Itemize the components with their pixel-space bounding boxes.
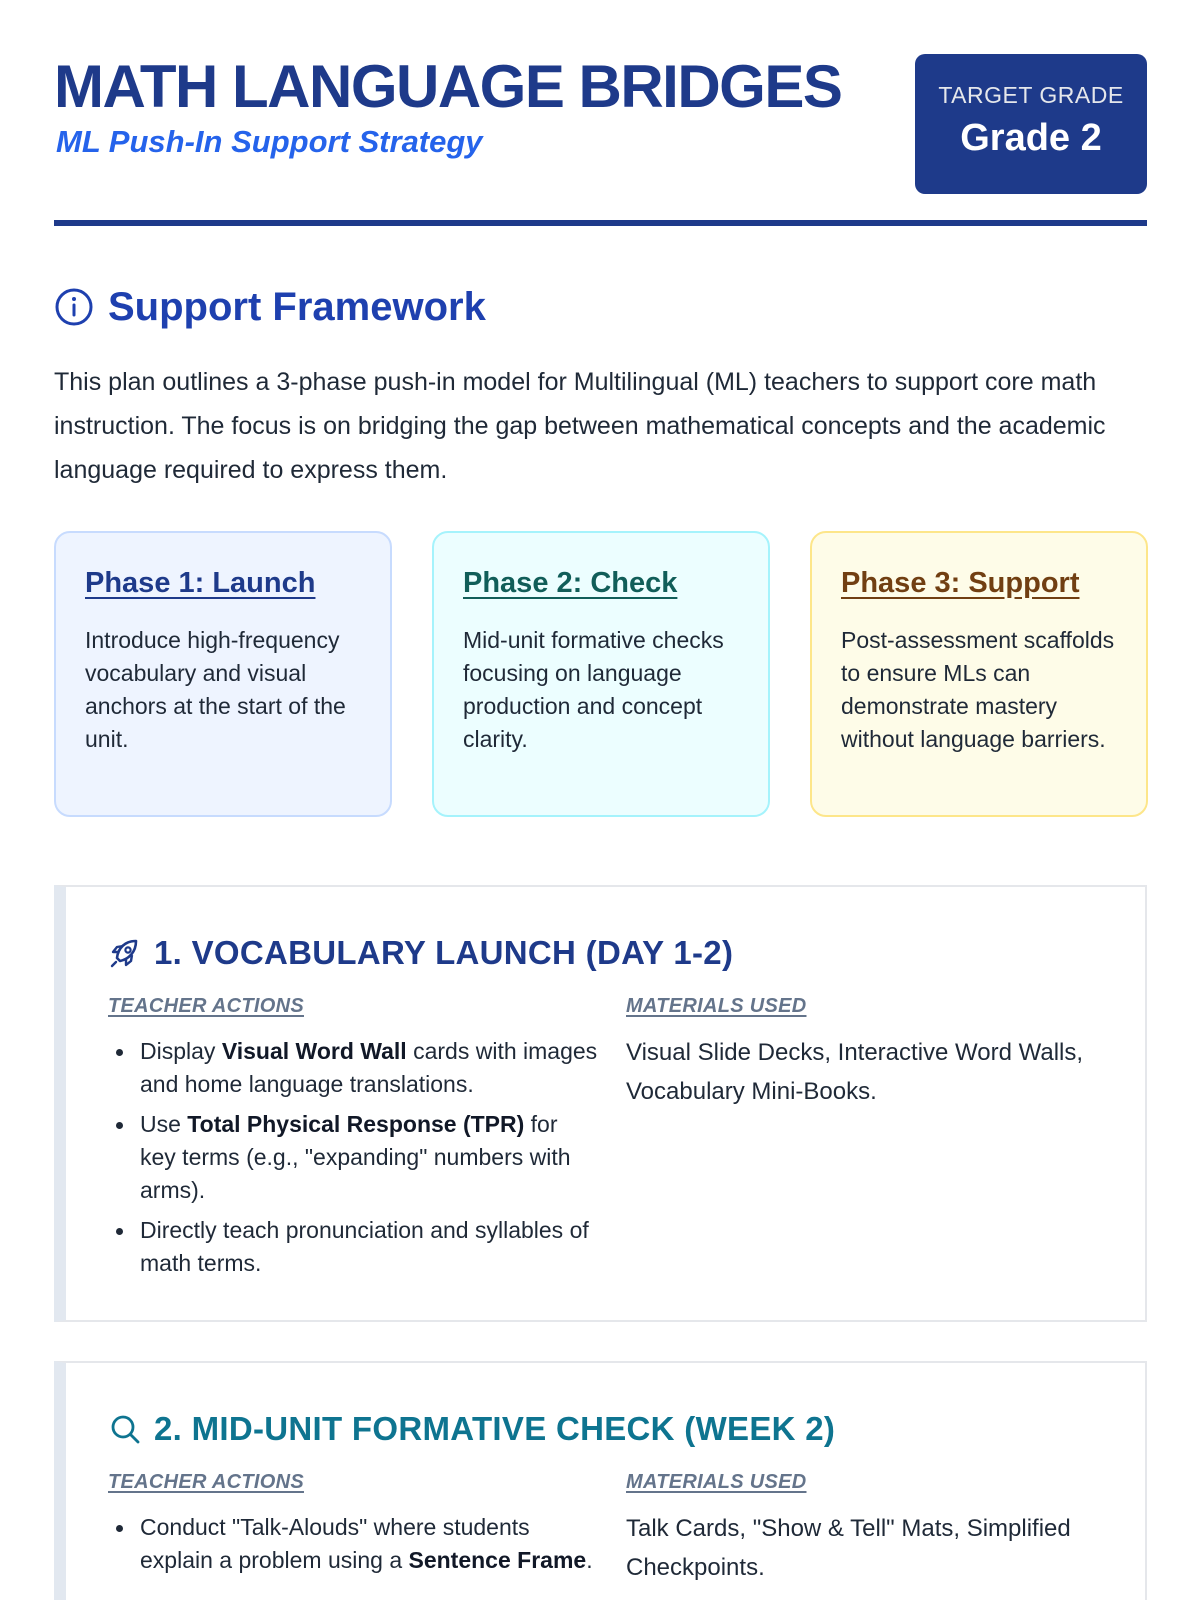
list-item: Use Total Physical Response (TPR) for key terms (e.g., "expanding" numbers with arms). — [108, 1108, 598, 1207]
phase-description: Mid-unit formative checks focusing on language production and concept clarity. — [463, 627, 724, 752]
card-heading-text: 1. VOCABULARY LAUNCH (DAY 1-2) — [154, 934, 734, 971]
list-item: Directly teach pronunciation and syllables of math terms. — [108, 1214, 598, 1280]
search-icon — [108, 1412, 142, 1446]
header-divider — [54, 220, 1147, 226]
card-heading-text: 2. MID-UNIT FORMATIVE CHECK (WEEK 2) — [154, 1410, 836, 1447]
page-header — [54, 52, 1147, 228]
teacher-actions-label: TEACHER ACTIONS — [108, 995, 304, 1017]
card-heading — [108, 1407, 835, 1451]
phase-description: Introduce high-frequency vocabulary and visual anchors at the start of the unit. — [85, 627, 346, 752]
phase-card-support — [810, 531, 1148, 817]
materials-used-label: MATERIALS USED — [626, 995, 807, 1017]
materials-text: Visual Slide Decks, Interactive Word Walls, Vocabulary Mini-Books. — [626, 1039, 1084, 1105]
vocabulary-launch-card — [54, 885, 1147, 1322]
teacher-actions-list — [108, 1511, 598, 1584]
page-subtitle: ML Push-In Support Strategy — [56, 124, 483, 159]
phase-title: Phase 1: Launch — [85, 567, 316, 599]
phase-title: Phase 3: Support — [841, 567, 1080, 599]
teacher-actions-list — [108, 1035, 598, 1287]
list-item: Conduct "Talk-Alouds" where students explain a problem using a Sentence Frame. — [108, 1511, 598, 1577]
framework-intro: This plan outlines a 3-phase push-in model for Multilingual (ML) teachers to support core math instruction. The focus is on bridging the gap between mathematical concepts and the academic language required to express them. — [54, 368, 1106, 484]
materials-used-label: MATERIALS USED — [626, 1471, 807, 1493]
target-grade-value: Grade 2 — [960, 117, 1102, 159]
page-title: MATH LANGUAGE BRIDGES — [54, 53, 842, 120]
phase-cards — [54, 531, 1147, 817]
card-heading — [108, 931, 733, 975]
materials-text: Talk Cards, "Show & Tell" Mats, Simplified Checkpoints. — [626, 1515, 1071, 1581]
phase-title: Phase 2: Check — [463, 567, 678, 599]
phase-card-launch — [54, 531, 392, 817]
rocket-icon — [108, 936, 142, 970]
phase-card-check — [432, 531, 770, 817]
info-icon — [54, 287, 94, 327]
framework-heading-text: Support Framework — [108, 284, 486, 329]
list-item: Display Visual Word Wall cards with images and home language translations. — [108, 1035, 598, 1101]
target-grade-badge — [915, 54, 1147, 194]
formative-check-card — [54, 1361, 1147, 1600]
target-grade-label: TARGET GRADE — [938, 82, 1124, 108]
teacher-actions-label: TEACHER ACTIONS — [108, 1471, 304, 1493]
phase-description: Post-assessment scaffolds to ensure MLs can demonstrate mastery without language barriers. — [841, 627, 1115, 752]
framework-heading — [54, 282, 486, 332]
